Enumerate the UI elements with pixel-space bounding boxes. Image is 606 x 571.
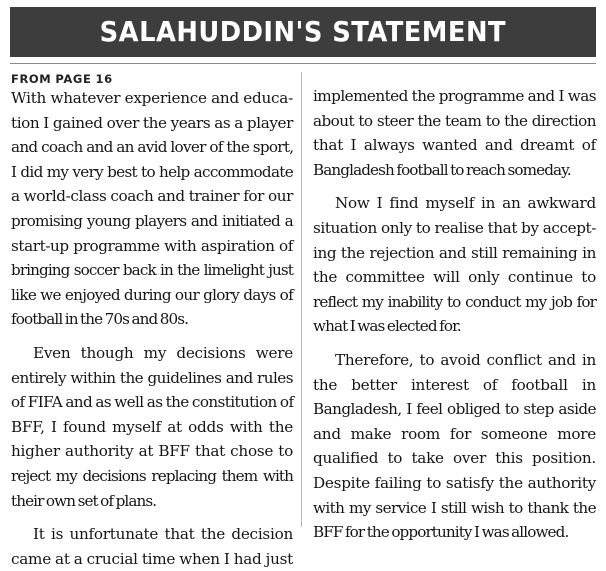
continued-from-label: FROM PAGE 16 <box>11 72 113 86</box>
text-line: promising young players and initiated a <box>11 211 293 230</box>
text-line: reflect my inability to conduct my job for <box>313 292 596 311</box>
text-line: like we enjoyed during our glory days of <box>11 285 293 304</box>
text-line: a world-class coach and trainer for our <box>11 187 293 206</box>
right-paragraph-1 <box>313 84 596 182</box>
text-line: about to steer the team to the direction <box>313 111 596 130</box>
text-line: situation only to realise that by accept- <box>313 218 596 237</box>
right-paragraph-2 <box>313 191 596 339</box>
text-line: Therefore, to avoid conflict and in <box>335 350 596 369</box>
text-line: Now I find myself in an awkward <box>335 194 596 213</box>
left-column <box>11 72 293 571</box>
text-line: with my service I still wish to thank the <box>313 498 596 517</box>
text-line: Even though my decisions were <box>33 343 293 362</box>
left-paragraph-1 <box>11 86 293 332</box>
text-line: higher authority at BFF that chose to <box>11 442 293 461</box>
text-line: With whatever experience and educa- <box>11 89 293 107</box>
text-line: BFF for the opportunity I was allowed. <box>313 523 569 542</box>
text-line: their own set of plans. <box>11 491 157 510</box>
right-column <box>313 84 596 545</box>
text-line: implemented the programme and I was <box>313 87 596 105</box>
column-divider <box>301 72 302 527</box>
right-paragraph-3 <box>313 348 596 545</box>
text-line: and coach and an avid lover of the sport, <box>11 138 294 157</box>
left-paragraph-2 <box>11 341 293 513</box>
text-line: came at a crucial time when I had just <box>11 549 293 568</box>
headline-title: SALAHUDDIN'S STATEMENT <box>99 15 507 48</box>
text-line: football in the 70s and 80s. <box>11 310 189 329</box>
headline-banner <box>10 7 596 57</box>
text-line: and make room for someone more <box>313 424 596 443</box>
left-paragraph-3 <box>11 522 293 571</box>
text-line: what I was elected for. <box>313 317 461 336</box>
text-line: I did my very best to help accommodate <box>11 162 293 181</box>
text-line: reject my decisions replacing them with <box>11 466 293 485</box>
text-line: the committee will only continue to <box>313 268 596 287</box>
text-line: that I always wanted and dreamt of <box>313 136 596 155</box>
text-line: Bangladesh football to reach someday. <box>313 160 571 179</box>
text-line: of FIFA and as well as the constitution of <box>11 393 294 412</box>
text-line: the better interest of football in <box>313 375 596 394</box>
text-line: start-up programme with aspiration of <box>11 236 293 255</box>
text-line: Bangladesh, I feel obliged to step aside <box>313 400 596 419</box>
text-line: Despite failing to satisfy the authority <box>313 473 596 492</box>
text-line: bringing soccer back in the limelight just <box>11 261 293 280</box>
text-line: ing the rejection and still remaining in <box>313 243 596 262</box>
header-rule <box>10 63 596 64</box>
text-line: BFF, I found myself at odds with the <box>11 417 293 436</box>
text-line: entirely within the guidelines and rules <box>11 368 293 387</box>
text-line: qualified to take over this position. <box>313 449 596 468</box>
text-line: tion I gained over the years as a player <box>11 113 293 132</box>
text-line: It is unfortunate that the decision <box>33 525 293 544</box>
